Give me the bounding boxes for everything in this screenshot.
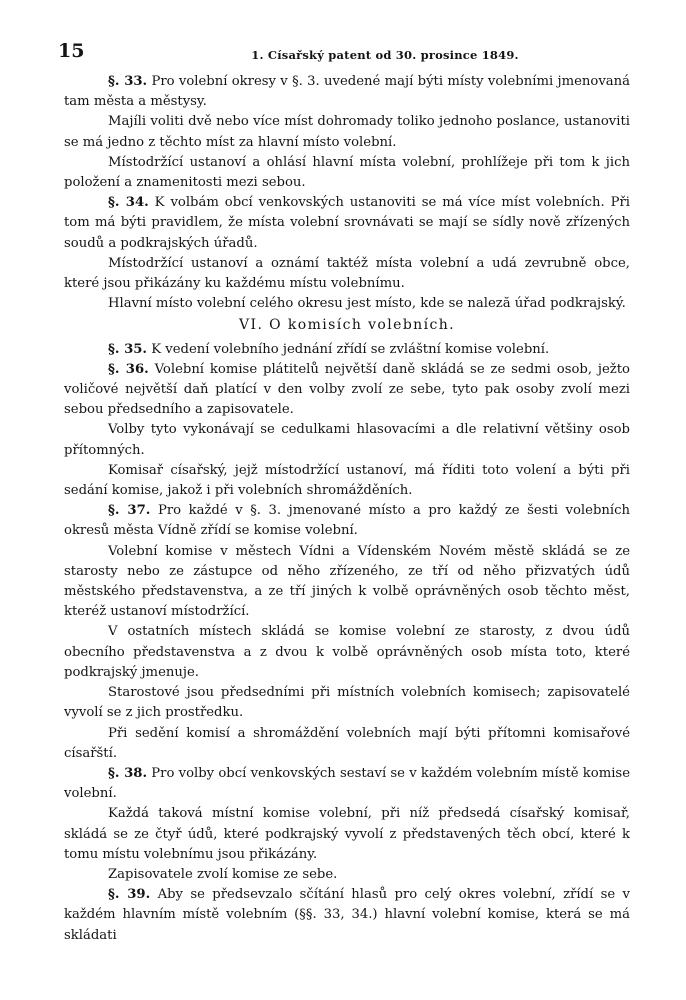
paragraph-text: Každá taková místní komise volební, při níž předsedá císařský komisař, skládá se ze čtyř údů, které podkrajský vyvolí z představených těch obcí, které k tomu místu volebnímu jsou přikázány. xyxy=(64,806,630,862)
paragraph xyxy=(64,865,630,885)
paragraph-text: K volbám obcí venkovských ustanoviti se má více míst volebních. Při tom má býti pravidlem, že místa volební srovnávati se mají se sídly nově zřízených soudů a podkrajských úřadů. xyxy=(64,195,630,251)
paragraph-text: Volby tyto vykonávají se cedulkami hlasovacími a dle relativní většiny osob přítomných. xyxy=(64,422,630,458)
paragraph-s36 xyxy=(64,360,630,421)
paragraph xyxy=(64,542,630,623)
document-body xyxy=(64,72,630,946)
section-number: §. 34. xyxy=(108,195,149,211)
paragraph-s38 xyxy=(64,764,630,804)
paragraph xyxy=(64,683,630,723)
section-number: §. 35. xyxy=(108,341,148,357)
paragraph-s33 xyxy=(64,72,630,112)
paragraph-text: Pro volební okresy v §. 3. uvedené mají býti místy volebními jmenovaná tam města a městysy. xyxy=(64,74,630,110)
paragraph-text: Při sedění komisí a shromáždění volebních mají býti přítomni komisařové císařští. xyxy=(64,725,630,761)
paragraph-s35 xyxy=(64,340,630,360)
section-number: §. 39. xyxy=(108,887,151,903)
paragraph xyxy=(64,254,630,294)
page-header xyxy=(0,0,686,60)
paragraph-s34 xyxy=(64,193,630,254)
paragraph xyxy=(64,724,630,764)
paragraph-text: Komisař císařský, jejž místodržící ustanoví, má říditi toto volení a býti při sedání komise, jakož i při volebních shromážděních. xyxy=(64,462,630,499)
paragraph-text: Majíli voliti dvě nebo více míst dohromady toliko jednoho poslance, ustanoviti se má jedno z těchto míst za hlavní místo volební. xyxy=(64,114,630,150)
paragraph-s37 xyxy=(64,501,630,541)
paragraph-text: Místodržící ustanoví a ohlásí hlavní místa volební, prohlížeje při tom k jich položení a znamenitosti mezi sebou. xyxy=(64,154,630,191)
paragraph-s39 xyxy=(64,885,630,946)
paragraph-text: Starostové jsou předsedními při místních volebních komisech; zapisovatelé vyvolí se z jich prostředku. xyxy=(64,685,630,721)
paragraph-text: Volební komise v městech Vídni a Vídenském Novém městě skládá se ze starosty nebo ze zástupce od něho zřízeného, ze tří od něho přizvatých údů městského představenstva, a ze tří jiných k volbě oprávněných osob těchto měst, kteréž ustanoví místodržící. xyxy=(64,543,630,620)
paragraph xyxy=(64,804,630,865)
running-head: 1. Císařský patent od 30. prosince 1849. xyxy=(251,48,519,62)
paragraph-text: Hlavní místo volební celého okresu jest místo, kde se naleză úřad podkrajský. xyxy=(108,296,626,312)
paragraph-text: V ostatních místech skládá se komise volební ze starosty, z dvou údů obecního představenstva a z dvou k volbě oprávněných osob místa toto, které podkrajský jmenuje. xyxy=(64,624,630,680)
paragraph-text: Volební komise plátitelů největší daně skládá se ze sedmi osob, ježto voličové největší daň platící v den volby zvolí ze sebe, tyto pak osoby zvolí mezi sebou předsedního a zapisovatele. xyxy=(64,361,630,418)
paragraph-text: K vedení volebního jednání zřídí se zvláštní komise volební. xyxy=(147,341,550,357)
paragraph xyxy=(64,622,630,683)
paragraph xyxy=(64,461,630,501)
paragraph xyxy=(64,112,630,152)
paragraph-text: Zapisovatele zvolí komise ze sebe. xyxy=(108,866,338,882)
paragraph xyxy=(64,420,630,460)
paragraph xyxy=(64,294,630,314)
paragraph-text: Aby se předsevzalo sčítání hlasů pro celý okres volební, zřídí se v každém hlavním místě volebním (§§. 33, 34.) hlavní volební komise, která se má skládati xyxy=(64,887,630,943)
page-number: 15 xyxy=(58,40,85,62)
section-number: §. 37. xyxy=(108,503,151,519)
section-heading: VI. O komisích volebních. xyxy=(239,317,455,334)
section-number: §. 38. xyxy=(108,765,148,781)
paragraph-text: Místodržící ustanoví a oznámí taktéž místa volební a udá zevrubně obce, které jsou přikázány ku každému místu volebnímu. xyxy=(64,255,630,292)
paragraph-text: Pro každé v §. 3. jmenované místo a pro každý ze šesti volebních okresů města Vídně zřídí se komise volební. xyxy=(64,503,630,539)
paragraph xyxy=(64,153,630,193)
section-number: §. 33. xyxy=(108,74,148,89)
section-number: §. 36. xyxy=(108,361,149,377)
paragraph-text: Pro volby obcí venkovských sestaví se v každém volebním místě komise volební. xyxy=(64,765,630,802)
